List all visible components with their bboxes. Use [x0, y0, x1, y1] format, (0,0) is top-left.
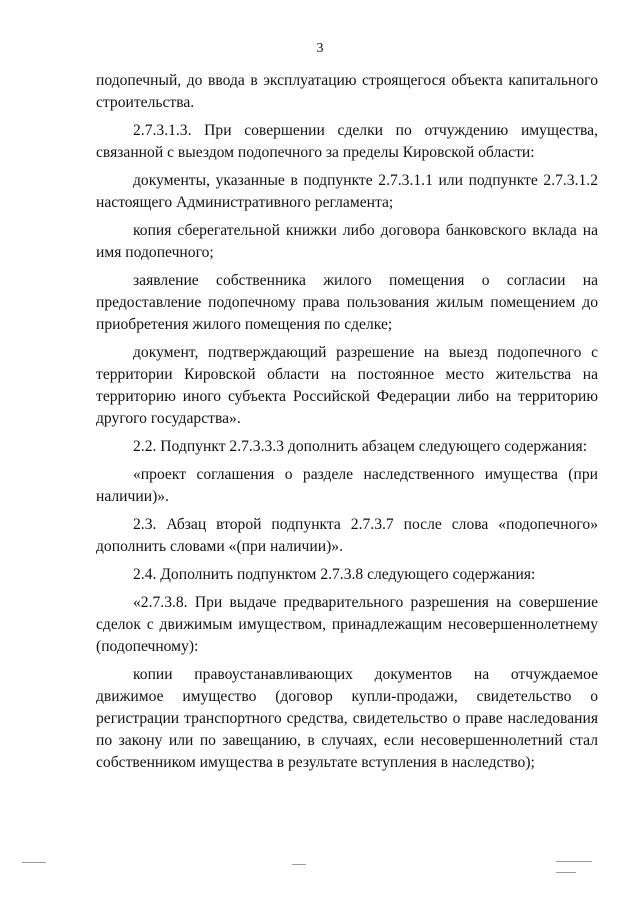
- scan-mark: [22, 862, 46, 863]
- paragraph-3: документы, указанные в подпункте 2.7.3.1.1 или подпункте 2.7.3.1.2 настоящего Административного регламента;: [96, 172, 598, 211]
- paragraph-7: 2.2. Подпункт 2.7.3.3.3 дополнить абзацем следующего содержания:: [133, 438, 588, 455]
- paragraph-4: копия сберегательной книжки либо договора банковского вклада на имя подопечного;: [96, 222, 598, 261]
- paragraph-1: подопечный, до ввода в эксплуатацию строящегося объекта капитального строительства.: [96, 72, 598, 111]
- scan-mark: [556, 861, 592, 862]
- paragraph-11: «2.7.3.8. При выдаче предварительного разрешения на совершение сделок с движимым имуществом, принадлежащим несовершеннолетнему (подопечному):: [96, 594, 598, 655]
- paragraph-2: 2.7.3.1.3. При совершении сделки по отчуждению имущества, связанной с выездом подопечного за пределы Кировской области:: [96, 122, 598, 161]
- paragraph-10: 2.4. Дополнить подпунктом 2.7.3.8 следующего содержания:: [133, 566, 536, 583]
- scan-mark: [556, 872, 576, 873]
- paragraph-5: заявление собственника жилого помещения о согласии на предоставление подопечному права пользования жилым помещением до приобретения жилого помещения по сделке;: [96, 272, 598, 333]
- paragraph-12: копии правоустанавливающих документов на отчуждаемое движимое имущество (договор купли-продажи, свидетельство о регистрации транспортного средства, свидетельство о праве наследования по закону или по завещанию, в случаях, если несовершеннолетний стал собственником имущества в результате вступления в наследство);: [96, 666, 598, 771]
- paragraph-8: «проект соглашения о разделе наследственного имущества (при наличии)».: [96, 466, 598, 505]
- paragraph-6: документ, подтверждающий разрешение на выезд подопечного с территории Кировской области на постоянное место жительства на территорию иного субъекта Российской Федерации либо на территорию другого государства».: [96, 344, 598, 427]
- document-body: [96, 70, 598, 774]
- paragraph-9: 2.3. Абзац второй подпункта 2.7.3.7 после слова «подопечного» дополнить словами «(при наличии)».: [96, 516, 598, 555]
- scan-mark: [292, 864, 306, 865]
- page-number: 3: [316, 41, 324, 56]
